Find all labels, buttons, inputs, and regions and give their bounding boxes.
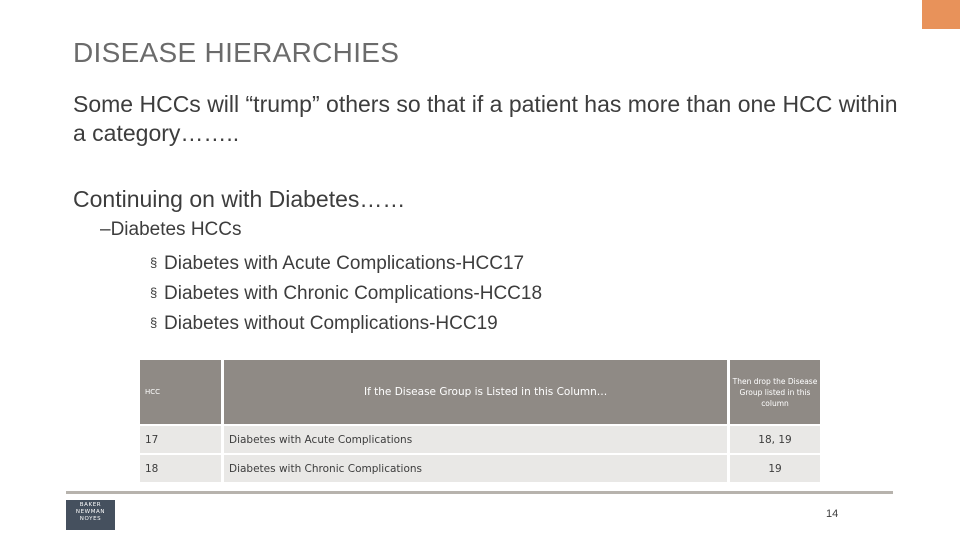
list-item — [150, 308, 542, 338]
company-logo: BAKER NEWMAN NOYES — [66, 500, 115, 530]
table-row — [140, 455, 820, 482]
bullet-text: Diabetes with Acute Complications-HCC17 — [164, 253, 525, 274]
bullet-icon: § — [150, 315, 158, 330]
header-disease-group: If the Disease Group is Listed in this Column… — [224, 360, 727, 424]
cell-drop-group: 18, 19 — [730, 426, 820, 453]
cell-hcc: 17 — [140, 426, 221, 453]
bullet-icon: § — [150, 285, 158, 300]
continuing-text: Continuing on with Diabetes…… — [73, 186, 406, 212]
header-drop-group: Then drop the Disease Group listed in this column — [730, 360, 820, 424]
slide-title: DISEASE HIERARCHIES — [73, 37, 400, 68]
header-hcc: HCC — [140, 360, 221, 424]
bullet-text: Diabetes without Complications-HCC19 — [164, 313, 498, 334]
footer-divider — [66, 491, 893, 494]
list-item — [150, 248, 542, 278]
hcc-bullet-list — [150, 248, 542, 338]
cell-disease-group: Diabetes with Chronic Complications — [224, 455, 727, 482]
bullet-text: Diabetes with Chronic Complications-HCC18 — [164, 283, 543, 304]
page-number: 14 — [826, 508, 839, 520]
hcc-hierarchy-table — [137, 358, 823, 484]
list-item — [150, 278, 542, 308]
accent-square — [922, 0, 960, 29]
cell-disease-group: Diabetes with Acute Complications — [224, 426, 727, 453]
bullet-icon: § — [150, 255, 158, 270]
intro-text: Some HCCs will “trump” others so that if a patient has more than one HCC within a category…….. — [73, 91, 898, 146]
cell-drop-group: 19 — [730, 455, 820, 482]
diabetes-hccs-heading: –Diabetes HCCs — [100, 219, 242, 240]
table-row — [140, 426, 820, 453]
cell-hcc: 18 — [140, 455, 221, 482]
table-header-row — [140, 360, 820, 424]
